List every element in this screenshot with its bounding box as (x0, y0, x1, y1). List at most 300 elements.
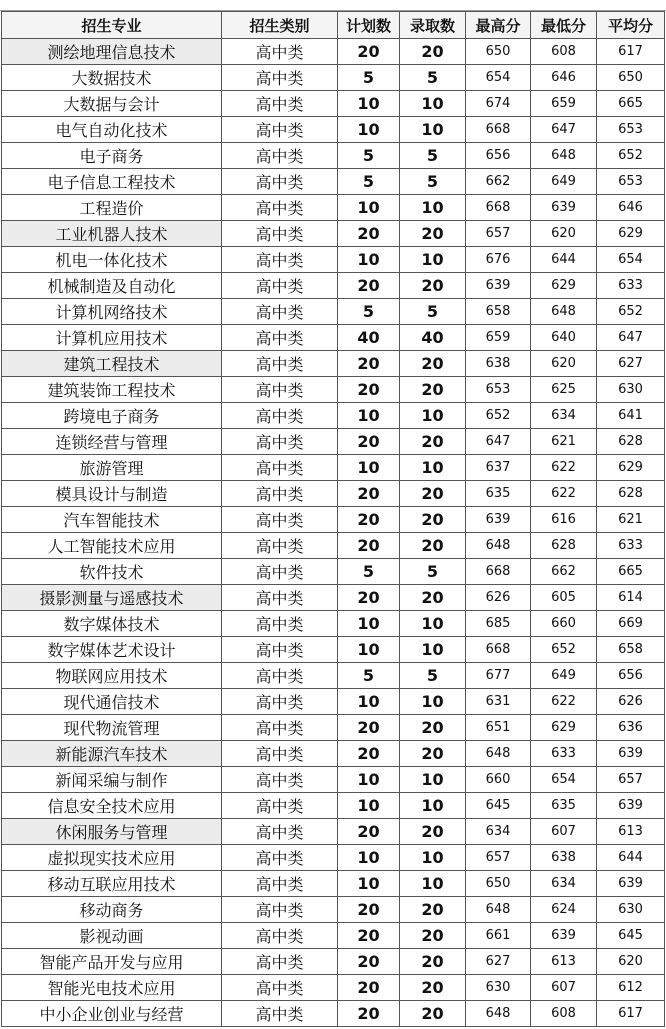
cell-avg-score: 645 (597, 923, 665, 949)
cell-category: 高中类 (222, 871, 338, 897)
cell-min-score: 635 (531, 793, 597, 819)
table-row (2, 533, 665, 559)
cell-admitted-count: 5 (400, 143, 466, 169)
cell-max-score: 630 (466, 975, 531, 1001)
cell-min-score: 639 (531, 923, 597, 949)
table-row (2, 481, 665, 507)
cell-avg-score: 620 (597, 949, 665, 975)
cell-category: 高中类 (222, 117, 338, 143)
cell-major: 智能产品开发与应用 (2, 949, 222, 975)
cell-admitted-count: 10 (400, 637, 466, 663)
cell-max-score: 668 (466, 559, 531, 585)
cell-major: 人工智能技术应用 (2, 533, 222, 559)
cell-major: 休闲服务与管理 (2, 819, 222, 845)
cell-avg-score: 654 (597, 247, 665, 273)
cell-min-score: 649 (531, 663, 597, 689)
cell-category: 高中类 (222, 637, 338, 663)
cell-max-score: 657 (466, 221, 531, 247)
cell-major: 软件技术 (2, 559, 222, 585)
cell-major: 旅游管理 (2, 455, 222, 481)
cell-major: 现代通信技术 (2, 689, 222, 715)
cell-min-score: 639 (531, 195, 597, 221)
table-row (2, 299, 665, 325)
cell-max-score: 651 (466, 715, 531, 741)
cell-admitted-count: 20 (400, 1001, 466, 1027)
cell-category: 高中类 (222, 767, 338, 793)
header-category: 招生类别 (222, 12, 338, 39)
cell-category: 高中类 (222, 663, 338, 689)
table-row (2, 975, 665, 1001)
cell-max-score: 648 (466, 1001, 531, 1027)
cell-admitted-count: 20 (400, 429, 466, 455)
cell-category: 高中类 (222, 507, 338, 533)
table-row (2, 819, 665, 845)
cell-admitted-count: 10 (400, 871, 466, 897)
cell-admitted-count: 10 (400, 689, 466, 715)
table-row (2, 325, 665, 351)
cell-avg-score: 614 (597, 585, 665, 611)
cell-min-score: 659 (531, 91, 597, 117)
cell-major: 数字媒体艺术设计 (2, 637, 222, 663)
table-row (2, 689, 665, 715)
cell-admitted-count: 5 (400, 559, 466, 585)
cell-major: 跨境电子商务 (2, 403, 222, 429)
cell-admitted-count: 20 (400, 39, 466, 65)
cell-max-score: 639 (466, 507, 531, 533)
cell-avg-score: 639 (597, 741, 665, 767)
cell-plan-count: 20 (338, 975, 400, 1001)
cell-category: 高中类 (222, 845, 338, 871)
cell-min-score: 625 (531, 377, 597, 403)
table-row (2, 273, 665, 299)
table-row (2, 897, 665, 923)
table-row (2, 195, 665, 221)
cell-max-score: 677 (466, 663, 531, 689)
cell-plan-count: 40 (338, 325, 400, 351)
cell-max-score: 634 (466, 819, 531, 845)
cell-category: 高中类 (222, 247, 338, 273)
cell-major: 电子商务 (2, 143, 222, 169)
cell-min-score: 622 (531, 689, 597, 715)
cell-max-score: 657 (466, 845, 531, 871)
cell-plan-count: 5 (338, 169, 400, 195)
cell-min-score: 647 (531, 117, 597, 143)
cell-major: 工业机器人技术 (2, 221, 222, 247)
cell-plan-count: 10 (338, 455, 400, 481)
cell-min-score: 622 (531, 481, 597, 507)
cell-major: 模具设计与制造 (2, 481, 222, 507)
cell-avg-score: 653 (597, 117, 665, 143)
cell-avg-score: 641 (597, 403, 665, 429)
cell-category: 高中类 (222, 923, 338, 949)
table-row (2, 949, 665, 975)
cell-min-score: 649 (531, 169, 597, 195)
cell-category: 高中类 (222, 611, 338, 637)
cell-plan-count: 10 (338, 845, 400, 871)
table-row (2, 871, 665, 897)
cell-plan-count: 20 (338, 351, 400, 377)
cell-min-score: 654 (531, 767, 597, 793)
cell-admitted-count: 20 (400, 741, 466, 767)
cell-plan-count: 20 (338, 507, 400, 533)
cell-avg-score: 633 (597, 533, 665, 559)
table-row (2, 663, 665, 689)
cell-max-score: 631 (466, 689, 531, 715)
cell-max-score: 658 (466, 299, 531, 325)
header-avg-score: 平均分 (597, 12, 665, 39)
cell-plan-count: 20 (338, 715, 400, 741)
cell-admitted-count: 10 (400, 793, 466, 819)
cell-admitted-count: 20 (400, 897, 466, 923)
cell-category: 高中类 (222, 1001, 338, 1027)
cell-max-score: 650 (466, 39, 531, 65)
cell-category: 高中类 (222, 169, 338, 195)
cell-major: 现代物流管理 (2, 715, 222, 741)
cell-admitted-count: 20 (400, 481, 466, 507)
table-row (2, 65, 665, 91)
cell-min-score: 620 (531, 221, 597, 247)
table-row (2, 169, 665, 195)
table-row (2, 767, 665, 793)
cell-min-score: 662 (531, 559, 597, 585)
cell-admitted-count: 20 (400, 351, 466, 377)
cell-major: 工程造价 (2, 195, 222, 221)
table-row (2, 1001, 665, 1027)
cell-major: 大数据与会计 (2, 91, 222, 117)
cell-max-score: 645 (466, 793, 531, 819)
top-strip (0, 0, 666, 11)
cell-min-score: 607 (531, 975, 597, 1001)
cell-max-score: 659 (466, 325, 531, 351)
cell-category: 高中类 (222, 39, 338, 65)
cell-min-score: 620 (531, 351, 597, 377)
table-row (2, 91, 665, 117)
cell-avg-score: 644 (597, 845, 665, 871)
cell-major: 汽车智能技术 (2, 507, 222, 533)
cell-avg-score: 665 (597, 559, 665, 585)
cell-avg-score: 653 (597, 169, 665, 195)
cell-max-score: 660 (466, 767, 531, 793)
header-plan-count: 计划数 (338, 12, 400, 39)
cell-min-score: 608 (531, 1001, 597, 1027)
table-row (2, 715, 665, 741)
cell-category: 高中类 (222, 533, 338, 559)
cell-max-score: 648 (466, 897, 531, 923)
cell-admitted-count: 20 (400, 273, 466, 299)
cell-category: 高中类 (222, 559, 338, 585)
cell-category: 高中类 (222, 481, 338, 507)
cell-admitted-count: 20 (400, 585, 466, 611)
cell-max-score: 650 (466, 871, 531, 897)
cell-max-score: 637 (466, 455, 531, 481)
table-row (2, 637, 665, 663)
cell-major: 摄影测量与遥感技术 (2, 585, 222, 611)
cell-category: 高中类 (222, 91, 338, 117)
cell-avg-score: 665 (597, 91, 665, 117)
cell-major: 计算机网络技术 (2, 299, 222, 325)
cell-min-score: 616 (531, 507, 597, 533)
cell-min-score: 640 (531, 325, 597, 351)
cell-plan-count: 20 (338, 39, 400, 65)
cell-major: 大数据技术 (2, 65, 222, 91)
cell-plan-count: 20 (338, 897, 400, 923)
cell-avg-score: 628 (597, 481, 665, 507)
table-row (2, 455, 665, 481)
cell-category: 高中类 (222, 351, 338, 377)
cell-admitted-count: 10 (400, 91, 466, 117)
cell-plan-count: 20 (338, 533, 400, 559)
cell-min-score: 622 (531, 455, 597, 481)
cell-min-score: 646 (531, 65, 597, 91)
cell-admitted-count: 10 (400, 117, 466, 143)
cell-major: 机电一体化技术 (2, 247, 222, 273)
cell-avg-score: 657 (597, 767, 665, 793)
cell-plan-count: 10 (338, 91, 400, 117)
cell-category: 高中类 (222, 377, 338, 403)
cell-plan-count: 10 (338, 611, 400, 637)
table-row (2, 247, 665, 273)
cell-admitted-count: 5 (400, 299, 466, 325)
cell-major: 虚拟现实技术应用 (2, 845, 222, 871)
header-row (2, 12, 665, 39)
cell-major: 影视动画 (2, 923, 222, 949)
table-row (2, 351, 665, 377)
cell-admitted-count: 10 (400, 247, 466, 273)
cell-avg-score: 617 (597, 1001, 665, 1027)
cell-category: 高中类 (222, 403, 338, 429)
cell-max-score: 654 (466, 65, 531, 91)
cell-major: 移动商务 (2, 897, 222, 923)
cell-plan-count: 10 (338, 403, 400, 429)
cell-min-score: 633 (531, 741, 597, 767)
table-row (2, 117, 665, 143)
cell-min-score: 648 (531, 299, 597, 325)
table-body (2, 39, 665, 1027)
cell-min-score: 660 (531, 611, 597, 637)
cell-avg-score: 636 (597, 715, 665, 741)
cell-admitted-count: 20 (400, 533, 466, 559)
header-major: 招生专业 (2, 12, 222, 39)
cell-min-score: 638 (531, 845, 597, 871)
cell-major: 电子信息工程技术 (2, 169, 222, 195)
cell-major: 测绘地理信息技术 (2, 39, 222, 65)
cell-major: 新闻采编与制作 (2, 767, 222, 793)
cell-plan-count: 10 (338, 793, 400, 819)
cell-major: 机械制造及自动化 (2, 273, 222, 299)
cell-category: 高中类 (222, 715, 338, 741)
cell-plan-count: 10 (338, 247, 400, 273)
cell-admitted-count: 20 (400, 715, 466, 741)
cell-avg-score: 652 (597, 299, 665, 325)
cell-avg-score: 629 (597, 455, 665, 481)
cell-avg-score: 658 (597, 637, 665, 663)
cell-avg-score: 626 (597, 689, 665, 715)
cell-max-score: 647 (466, 429, 531, 455)
cell-plan-count: 10 (338, 871, 400, 897)
cell-admitted-count: 20 (400, 221, 466, 247)
cell-admitted-count: 10 (400, 767, 466, 793)
table-row (2, 429, 665, 455)
cell-plan-count: 20 (338, 429, 400, 455)
cell-admitted-count: 5 (400, 169, 466, 195)
table-row (2, 507, 665, 533)
cell-category: 高中类 (222, 819, 338, 845)
cell-category: 高中类 (222, 429, 338, 455)
header-min-score: 最低分 (531, 12, 597, 39)
cell-plan-count: 20 (338, 377, 400, 403)
cell-min-score: 634 (531, 403, 597, 429)
cell-min-score: 624 (531, 897, 597, 923)
cell-major: 物联网应用技术 (2, 663, 222, 689)
cell-major: 电气自动化技术 (2, 117, 222, 143)
cell-plan-count: 20 (338, 949, 400, 975)
cell-avg-score: 630 (597, 377, 665, 403)
table-row (2, 377, 665, 403)
cell-max-score: 656 (466, 143, 531, 169)
cell-category: 高中类 (222, 689, 338, 715)
cell-plan-count: 5 (338, 663, 400, 689)
cell-plan-count: 20 (338, 1001, 400, 1027)
cell-min-score: 634 (531, 871, 597, 897)
cell-admitted-count: 5 (400, 65, 466, 91)
cell-plan-count: 5 (338, 559, 400, 585)
cell-avg-score: 613 (597, 819, 665, 845)
cell-max-score: 648 (466, 741, 531, 767)
cell-plan-count: 10 (338, 637, 400, 663)
cell-max-score: 639 (466, 273, 531, 299)
cell-admitted-count: 10 (400, 195, 466, 221)
cell-min-score: 629 (531, 273, 597, 299)
table-row (2, 611, 665, 637)
cell-min-score: 629 (531, 715, 597, 741)
cell-major: 建筑工程技术 (2, 351, 222, 377)
cell-avg-score: 630 (597, 897, 665, 923)
cell-major: 数字媒体技术 (2, 611, 222, 637)
cell-max-score: 676 (466, 247, 531, 273)
cell-avg-score: 627 (597, 351, 665, 377)
table-row (2, 793, 665, 819)
table-row (2, 403, 665, 429)
cell-major: 计算机应用技术 (2, 325, 222, 351)
table-row (2, 741, 665, 767)
cell-plan-count: 20 (338, 819, 400, 845)
cell-avg-score: 652 (597, 143, 665, 169)
cell-plan-count: 10 (338, 767, 400, 793)
cell-category: 高中类 (222, 949, 338, 975)
cell-avg-score: 646 (597, 195, 665, 221)
cell-max-score: 685 (466, 611, 531, 637)
cell-plan-count: 5 (338, 143, 400, 169)
cell-major: 连锁经营与管理 (2, 429, 222, 455)
cell-max-score: 638 (466, 351, 531, 377)
cell-min-score: 644 (531, 247, 597, 273)
cell-avg-score: 647 (597, 325, 665, 351)
cell-category: 高中类 (222, 897, 338, 923)
cell-max-score: 652 (466, 403, 531, 429)
header-max-score: 最高分 (466, 12, 531, 39)
cell-plan-count: 20 (338, 273, 400, 299)
cell-plan-count: 5 (338, 299, 400, 325)
cell-avg-score: 669 (597, 611, 665, 637)
cell-min-score: 621 (531, 429, 597, 455)
cell-plan-count: 5 (338, 65, 400, 91)
cell-max-score: 668 (466, 117, 531, 143)
cell-max-score: 668 (466, 637, 531, 663)
cell-max-score: 648 (466, 533, 531, 559)
cell-major: 智能光电技术应用 (2, 975, 222, 1001)
cell-avg-score: 639 (597, 871, 665, 897)
cell-max-score: 626 (466, 585, 531, 611)
cell-admitted-count: 20 (400, 949, 466, 975)
table-row (2, 845, 665, 871)
cell-category: 高中类 (222, 325, 338, 351)
cell-avg-score: 612 (597, 975, 665, 1001)
cell-category: 高中类 (222, 585, 338, 611)
cell-avg-score: 633 (597, 273, 665, 299)
table-row (2, 39, 665, 65)
cell-admitted-count: 20 (400, 507, 466, 533)
table-row (2, 221, 665, 247)
cell-admitted-count: 20 (400, 377, 466, 403)
cell-category: 高中类 (222, 793, 338, 819)
table-row (2, 559, 665, 585)
cell-major: 信息安全技术应用 (2, 793, 222, 819)
cell-avg-score: 629 (597, 221, 665, 247)
cell-avg-score: 628 (597, 429, 665, 455)
cell-min-score: 652 (531, 637, 597, 663)
cell-max-score: 668 (466, 195, 531, 221)
cell-admitted-count: 20 (400, 923, 466, 949)
table-row (2, 923, 665, 949)
cell-category: 高中类 (222, 273, 338, 299)
cell-major: 移动互联应用技术 (2, 871, 222, 897)
cell-major: 中小企业创业与经营 (2, 1001, 222, 1027)
cell-avg-score: 656 (597, 663, 665, 689)
cell-admitted-count: 5 (400, 663, 466, 689)
cell-min-score: 613 (531, 949, 597, 975)
cell-max-score: 653 (466, 377, 531, 403)
cell-plan-count: 10 (338, 195, 400, 221)
cell-category: 高中类 (222, 975, 338, 1001)
cell-min-score: 605 (531, 585, 597, 611)
header-admitted-count: 录取数 (400, 12, 466, 39)
cell-admitted-count: 10 (400, 611, 466, 637)
cell-plan-count: 20 (338, 221, 400, 247)
cell-admitted-count: 40 (400, 325, 466, 351)
cell-avg-score: 617 (597, 39, 665, 65)
cell-avg-score: 650 (597, 65, 665, 91)
cell-admitted-count: 10 (400, 403, 466, 429)
cell-min-score: 607 (531, 819, 597, 845)
cell-admitted-count: 10 (400, 455, 466, 481)
cell-max-score: 674 (466, 91, 531, 117)
cell-max-score: 635 (466, 481, 531, 507)
admission-table (1, 11, 665, 1027)
cell-plan-count: 10 (338, 689, 400, 715)
cell-admitted-count: 20 (400, 975, 466, 1001)
cell-plan-count: 10 (338, 117, 400, 143)
cell-category: 高中类 (222, 741, 338, 767)
cell-category: 高中类 (222, 221, 338, 247)
cell-major: 新能源汽车技术 (2, 741, 222, 767)
cell-category: 高中类 (222, 143, 338, 169)
cell-plan-count: 20 (338, 923, 400, 949)
cell-min-score: 628 (531, 533, 597, 559)
cell-admitted-count: 20 (400, 819, 466, 845)
cell-category: 高中类 (222, 65, 338, 91)
cell-category: 高中类 (222, 195, 338, 221)
cell-min-score: 608 (531, 39, 597, 65)
